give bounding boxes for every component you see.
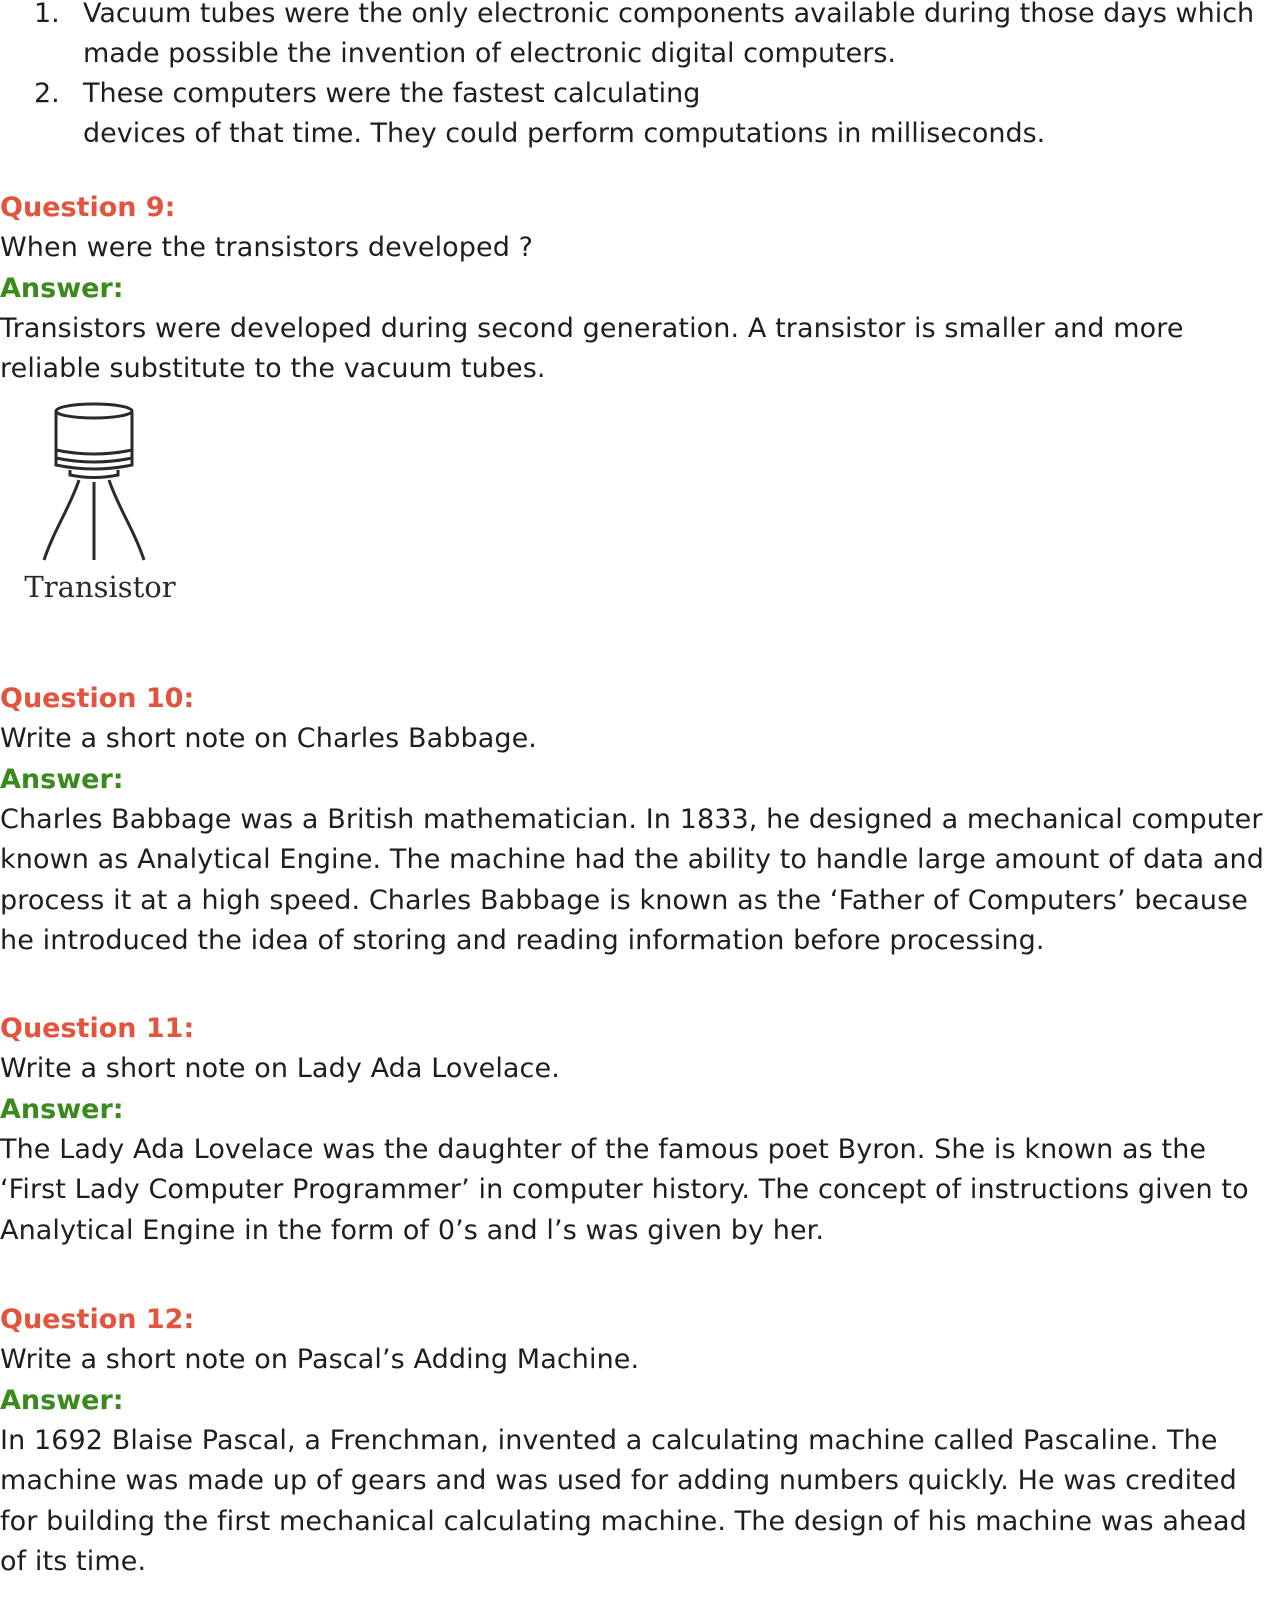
list-item [0, 0, 1270, 74]
intro-numbered-list [0, 0, 1270, 154]
answer-text: In 1692 Blaise Pascal, a Frenchman, invented a calculating machine called Pascaline. The machine was made up of gears and was used for adding numbers quickly. He was credited for building the first mechanical calculating machine. The design of his machine was ahead of its time. [0, 1424, 1247, 1577]
question-11-section [0, 1009, 1278, 1251]
list-item-number: 1. [34, 0, 60, 29]
answer-label: Answer: [0, 272, 124, 304]
question-label: Question 10: [0, 683, 195, 714]
answer-text: Transistors were developed during second generation. A transistor is smaller and more reliable substitute to the vacuum tubes. [0, 312, 1184, 384]
answer-text: Charles Babbage was a British mathematician. In 1833, he designed a mechanical computer known as Analytical Engine. The machine had the ability to handle large amount of data and process it at a high speed. Charles Babbage is known as the ‘Father of Computers’ because he introduced the idea of storing and reading information before processing. [0, 803, 1264, 956]
transistor-illustration [10, 402, 180, 572]
question-text: When were the transistors developed ? [0, 232, 534, 263]
question-text: Write a short note on Pascal’s Adding Machine. [0, 1344, 640, 1375]
question-12-section [0, 1300, 1278, 1583]
answer-text: The Lady Ada Lovelace was the daughter of the famous poet Byron. She is known as the ‘First Lady Computer Programmer’ in computer history. The concept of instructions given to Analytical Engine in the form of 0’s and l’s was given by her. [0, 1133, 1249, 1246]
list-item-number: 2. [34, 78, 60, 109]
question-10-section [0, 679, 1278, 962]
answer-label: Answer: [0, 1384, 124, 1416]
answer-label: Answer: [0, 1093, 124, 1125]
list-item [0, 74, 1270, 154]
transistor-figure [10, 402, 180, 622]
question-label: Question 9: [0, 192, 176, 223]
answer-label: Answer: [0, 763, 124, 795]
figure-caption: Transistor [24, 570, 176, 604]
list-item-text-line1: These computers were the fastest calculating [83, 78, 701, 109]
question-label: Question 12: [0, 1304, 195, 1335]
question-label: Question 11: [0, 1013, 195, 1044]
question-text: Write a short note on Lady Ada Lovelace. [0, 1053, 560, 1084]
question-9-section [0, 188, 1278, 390]
question-text: Write a short note on Charles Babbage. [0, 723, 537, 754]
list-item-text: Vacuum tubes were the only electronic components available during those days which made possible the invention of electronic digital computers. [83, 0, 1255, 69]
list-item-text-line2: devices of that time. They could perform computations in milliseconds. [83, 118, 1046, 149]
